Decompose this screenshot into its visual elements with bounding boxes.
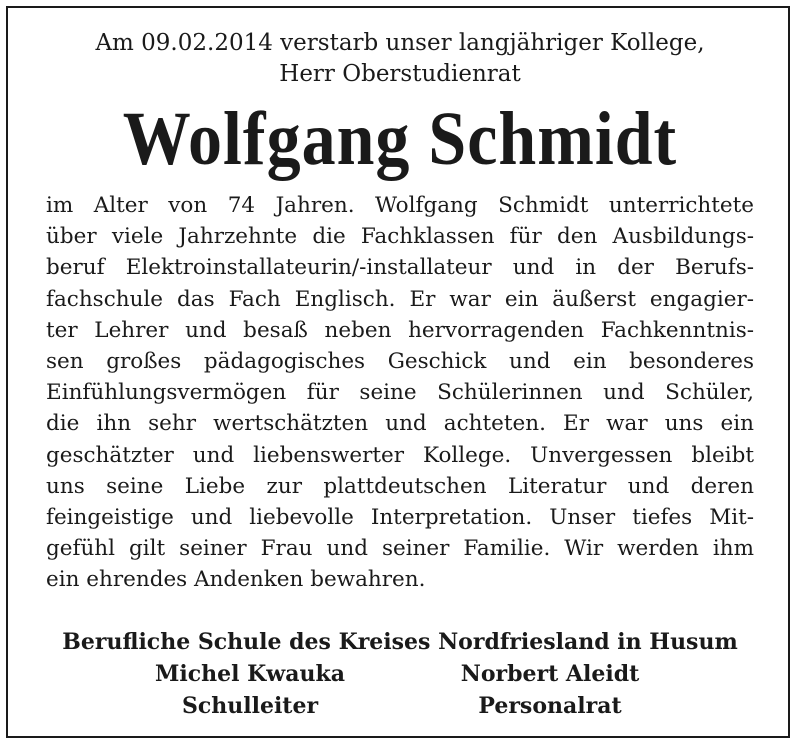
school-name: Berufliche Schule des Kreises Nordfriesland in Husum bbox=[62, 629, 738, 655]
text-line: fachschule das Fach Englisch. Er war ein äußerst engagier- bbox=[46, 286, 754, 312]
text-line: im Alter von 74 Jahren. Wolfgang Schmidt unterrichtete bbox=[46, 193, 754, 218]
signatory-right-name: Norbert Aleidt bbox=[460, 661, 640, 687]
intro-line-date: Am 09.02.2014 verstarb unser langjähriger Kollege, bbox=[95, 30, 705, 56]
text-line: feingeistige und liebevolle Interpretation. Unser tiefes Mit- bbox=[46, 504, 754, 530]
text-line: Einfühlungsvermögen für seine Schülerinnen und Schüler, bbox=[46, 380, 754, 406]
text-line: ter Lehrer und besaß neben hervorragenden Fachkenntnis- bbox=[46, 317, 754, 343]
text-line: die ihn sehr wertschätzten und achteten. Er war uns ein bbox=[46, 411, 754, 437]
signatories-names bbox=[120, 658, 680, 690]
text-line-last: ein ehrendes Andenken bewahren. bbox=[46, 567, 426, 593]
signature-block bbox=[0, 626, 800, 722]
text-line: beruf Elektroinstallateurin/-installateur und in der Berufs- bbox=[46, 255, 754, 281]
obituary-text bbox=[46, 190, 754, 595]
signatories-roles bbox=[120, 690, 680, 722]
intro-line-title: Herr Oberstudienrat bbox=[279, 61, 521, 87]
signatory-left-name: Michel Kwauka bbox=[155, 661, 345, 687]
text-line: gefühl gilt seiner Frau und seiner Familie. Wir werden ihm bbox=[46, 536, 754, 562]
text-line: uns seine Liebe zur plattdeutschen Literatur und deren bbox=[46, 473, 754, 499]
text-line: über viele Jahrzehnte die Fachklassen für den Ausbildungs- bbox=[46, 224, 754, 250]
intro-block bbox=[0, 28, 800, 90]
signatory-right-role: Personalrat bbox=[478, 693, 622, 719]
text-line: sen großes pädagogisches Geschick und ein besonderes bbox=[46, 348, 754, 374]
deceased-name: Wolfgang Schmidt bbox=[122, 95, 678, 181]
text-line: geschätzter und liebenswerter Kollege. Unvergessen bleibt bbox=[46, 442, 754, 468]
signatory-left-role: Schulleiter bbox=[181, 693, 319, 719]
